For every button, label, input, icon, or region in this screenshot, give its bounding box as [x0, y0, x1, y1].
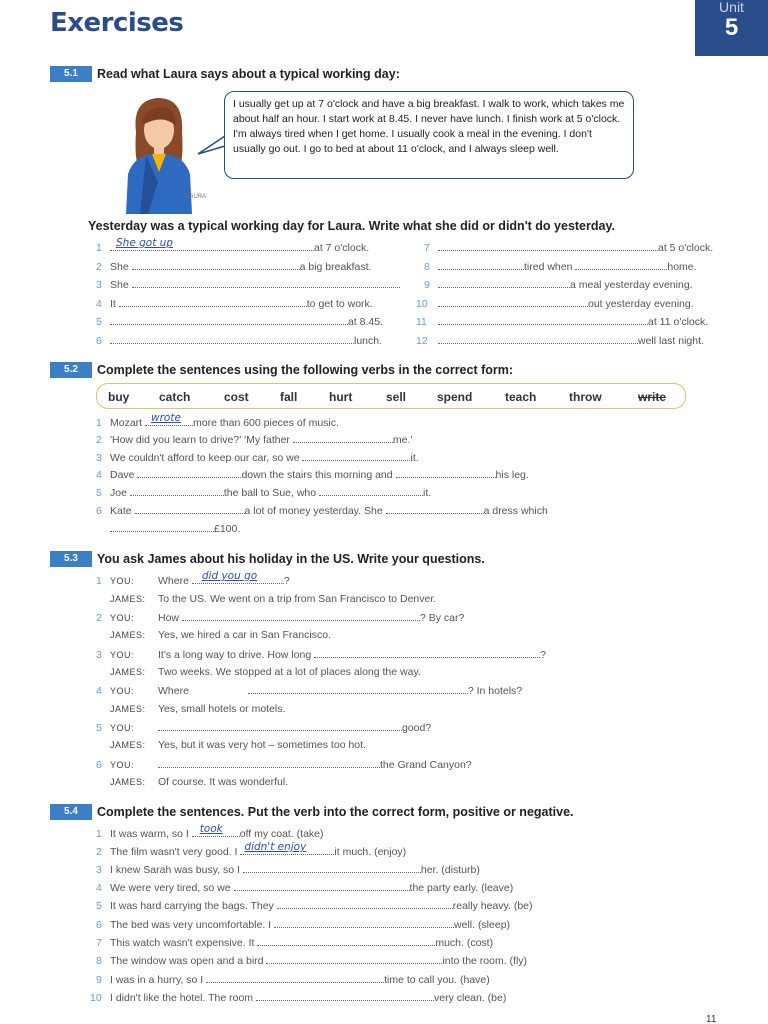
blank[interactable] [234, 881, 410, 891]
blank[interactable] [302, 451, 410, 461]
section-heading-5-4: Complete the sentences. Put the verb into the correct form, positive or negative. [97, 805, 574, 819]
ex3-row-7: 4 YOU: Where ? In hotels? [96, 685, 523, 697]
ex3-row-12: JAMES: Of course. It was wonderful. [110, 776, 289, 788]
ex4-item-8: 8 The window was open and a bird into the room. (fly) [96, 955, 528, 967]
ex1-item-10: 10 out yesterday evening. [416, 298, 694, 310]
ex3-row-8: JAMES: Yes, small hotels or motels. [110, 703, 286, 715]
ex1-item-2: 2 She a big breakfast. [96, 261, 372, 273]
section-heading-5-3: You ask James about his holiday in the US. Write your questions. [97, 552, 485, 566]
blank[interactable] [314, 648, 540, 658]
ex3-row-4: JAMES: Yes, we hired a car in San Francisco. [110, 629, 331, 641]
ex2-item-5: 5 Joe the ball to Sue, who it. [96, 487, 432, 499]
blank[interactable] [257, 936, 435, 946]
blank[interactable] [266, 954, 442, 964]
blank[interactable] [110, 315, 348, 325]
page-title: Exercises [50, 8, 184, 38]
page-number: 11 [706, 1014, 717, 1024]
ex2-item-2: 2 'How did you learn to drive?' 'My father me.' [96, 434, 413, 446]
blank[interactable] [319, 486, 423, 496]
ex1-item-5: 5 at 8.45. [96, 316, 384, 328]
ex2-item-3: 3 We couldn't afford to keep our car, so we it. [96, 452, 419, 464]
unit-tab [695, 0, 768, 56]
blank[interactable] [243, 863, 421, 873]
ex4-item-7: 7 This watch wasn't expensive. It much. (cost) [96, 937, 494, 949]
blank[interactable] [277, 899, 453, 909]
ex1-item-4: 4 It to get to work. [96, 298, 373, 310]
ex2-item-1: 1 Mozart wrote more than 600 pieces of music. [96, 412, 339, 429]
unit-number: 5 [724, 14, 739, 41]
blank[interactable] [438, 297, 588, 307]
ex3-row-5: 3 YOU: It's a long way to drive. How long ? [96, 649, 546, 661]
blank[interactable] [438, 334, 638, 344]
blank[interactable] [130, 486, 224, 496]
verb-box [96, 383, 686, 409]
ex3-row-11: 6 YOU: the Grand Canyon? [96, 759, 472, 771]
ex4-item-5: 5 It was hard carrying the bags. They really heavy. (be) [96, 900, 533, 912]
blank[interactable] [158, 721, 402, 731]
blank[interactable] [386, 504, 484, 514]
blank[interactable] [438, 315, 648, 325]
ex4-item-1: 1 It was warm, so I took off my coat. (take) [96, 823, 324, 840]
ex1-item-8: 8 tired when home. [424, 261, 697, 273]
verb-used: write [638, 390, 667, 404]
ex1-item-7: 7 at 5 o'clock. [424, 242, 714, 254]
ex2-item-4: 4 Dave down the stairs this morning and his leg. [96, 469, 529, 481]
blank[interactable] [119, 297, 307, 307]
blank[interactable] [137, 468, 241, 478]
ex2-item-6-cont: £100. [110, 522, 240, 535]
blank[interactable] [132, 260, 300, 270]
ex3-row-6: JAMES: Two weeks. We stopped at a lot of places along the way. [110, 666, 421, 678]
blank[interactable] [438, 241, 658, 251]
blank[interactable] [158, 758, 380, 768]
blank[interactable] [256, 991, 434, 1001]
ex2-item-6: 6 Kate a lot of money yesterday. She a dress which [96, 505, 548, 517]
ex4-item-9: 9 I was in a hurry, so I time to call you. (have) [96, 974, 490, 986]
verb: spend [437, 390, 473, 404]
blank[interactable] [293, 433, 393, 443]
ex4-item-6: 6 The bed was very uncomfortable. I well. (sleep) [96, 919, 511, 931]
blank[interactable] [182, 611, 420, 621]
task-instruction: Yesterday was a typical working day for Laura. Write what she did or didn't do yesterday. [88, 219, 615, 233]
ex4-item-4: 4 We were very tired, so we the party early. (leave) [96, 882, 514, 894]
verb: sell [386, 390, 407, 404]
section-badge-5-3: 5.3 [50, 551, 92, 567]
section-badge-5-2: 5.2 [50, 362, 92, 378]
ex1-item-1: 1 She got up at 7 o'clock. [96, 237, 370, 254]
ex3-row-3: 2 YOU: How ? By car? [96, 612, 465, 624]
speech-bubble: I usually get up at 7 o'clock and have a big breakfast. I walk to work, which takes me about half an hour. I start work at 8.45. I never have lunch. I finish work at 5 o'clock. I'm always tired when I get home. I usually cook a meal in the evening. I don't usually go out. I go to bed at about 11 o'clock, and I always sleep well. [224, 91, 634, 179]
section-heading-5-2: Complete the sentences using the following verbs in the correct form: [97, 363, 514, 377]
answer-example: took [199, 823, 223, 835]
ex1-item-3: 3 She [96, 278, 400, 291]
blank[interactable] [575, 260, 667, 270]
blank[interactable] [396, 468, 496, 478]
laura-caption: LAURA [186, 194, 207, 200]
blank[interactable] [132, 278, 400, 288]
verb: throw [569, 390, 602, 404]
blank[interactable] [110, 334, 354, 344]
section-badge-5-4: 5.4 [50, 804, 92, 820]
answer-example: didn't enjoy [244, 841, 307, 853]
verb: cost [224, 390, 249, 404]
blank[interactable] [274, 918, 454, 928]
verb: buy [108, 390, 130, 404]
blank[interactable] [135, 504, 245, 514]
answer-example: did you go [201, 570, 258, 582]
ex1-item-12: 12 well last night. [416, 335, 704, 347]
ex3-row-2: JAMES: To the US. We went on a trip from San Francisco to Denver. [110, 593, 437, 605]
unit-label: Unit [719, 0, 744, 15]
ex3-row-10: JAMES: Yes, but it was very hot – sometimes too hot. [110, 739, 366, 751]
verb: hurt [329, 390, 353, 404]
blank[interactable] [438, 260, 524, 270]
answer-example: wrote [151, 412, 181, 424]
ex4-item-10: 10 I didn't like the hotel. The room very clean. (be) [90, 992, 507, 1004]
ex1-item-6: 6 lunch. [96, 335, 383, 347]
verb: fall [280, 390, 298, 404]
section-heading-5-1: Read what Laura says about a typical working day: [97, 67, 400, 81]
ex1-item-9: 9 a meal yesterday evening. [424, 279, 693, 291]
section-badge-5-1: 5.1 [50, 66, 92, 82]
bubble-tail [196, 128, 226, 162]
verb: teach [505, 390, 537, 404]
answer-example: She got up [116, 237, 173, 249]
ex3-row-1: 1 YOU: Where did you go ? [96, 570, 290, 587]
ex1-item-11: 11 at 11 o'clock. [416, 316, 709, 328]
blank[interactable] [206, 973, 384, 983]
blank[interactable] [438, 278, 570, 288]
verb: catch [159, 390, 191, 404]
blank[interactable] [110, 522, 214, 532]
ex4-item-3: 3 I knew Sarah was busy, so I her. (disturb) [96, 864, 480, 876]
ex4-item-2: 2 The film wasn't very good. I didn't enjoy it much. (enjoy) [96, 841, 407, 858]
ex3-row-9: 5 YOU: good? [96, 722, 432, 734]
blank[interactable] [248, 684, 468, 694]
